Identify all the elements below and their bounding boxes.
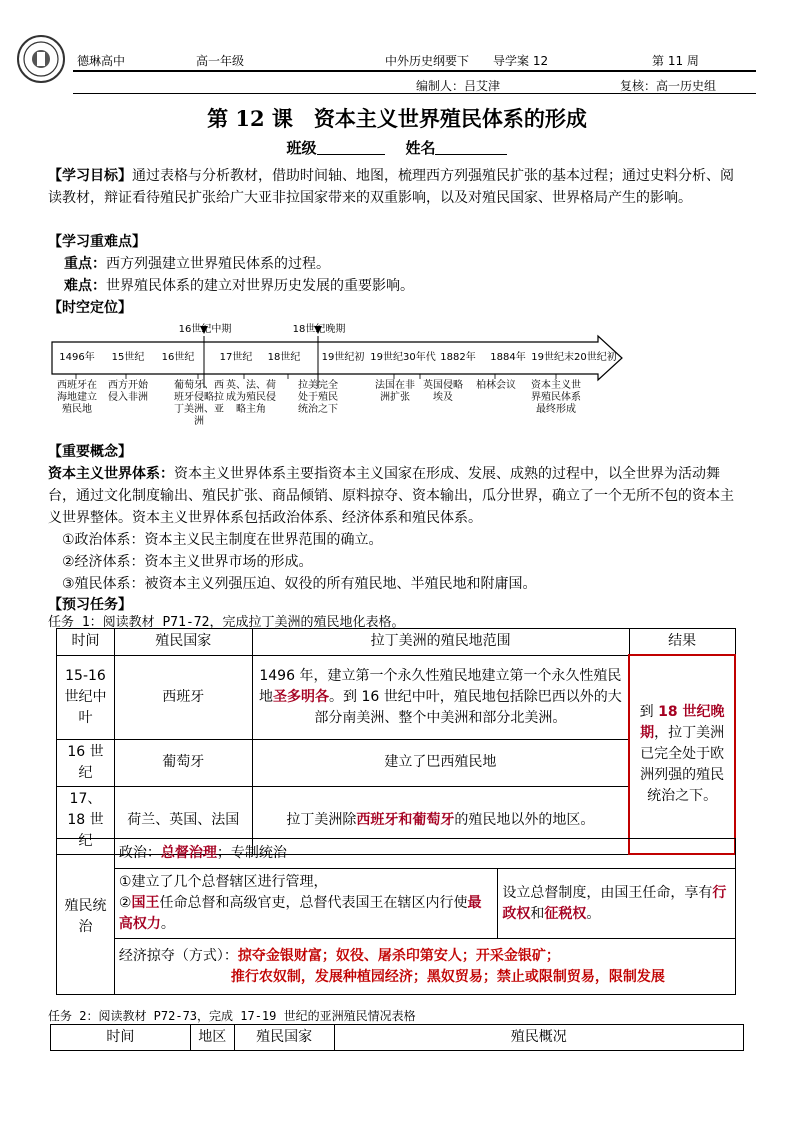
hard-point [64,275,760,297]
concept-item: ③殖民体系：被资本主义列强压迫、奴役的所有殖民地、半殖民地和附庸国。 [62,576,537,592]
timeline-event: 英国侵略埃及 [423,380,463,403]
timeline-event: 英、法、荷成为殖民侵略主角 [226,380,276,415]
admin-right-highlight: 征税权 [544,905,587,922]
scope-cell [252,655,629,739]
asia-table [50,1024,744,1051]
timeline-tick-label: 19世纪末20世纪初 [531,352,617,363]
timeline-tick-label: 1882年 [440,352,476,363]
table-row [57,655,736,739]
timeline [0,318,794,433]
scope-text: 。到 16 世纪中叶，殖民地包括除巴西以外的大部分南美洲、整个中美洲和部分北美洲。 [314,688,622,726]
time-cell: 16 世纪 [57,739,115,786]
scope-text: 1496 年，建立第一个永久性殖民地建立第一个永久性殖民地 [259,667,622,705]
timeline-event: 葡萄牙、西 班牙侵略拉丁美洲、亚洲 [174,380,224,427]
timeline-tick-label: 17世纪 [219,352,253,363]
admin-right-text: 和 [530,905,545,922]
school-name: 德琳高中 [77,54,126,68]
concept-definition [48,463,744,529]
timeline-tick-label: 1884年 [490,352,526,363]
country-cell: 荷兰、英国、法国 [114,786,252,854]
admin-highlight: 国王 [131,895,160,911]
admin-text: ①建立了几个总督辖区进行管理， [118,874,328,890]
scope-highlight: 西班牙和葡萄牙 [356,811,455,828]
table-row [57,869,736,939]
column-header: 殖民概况 [334,1025,743,1051]
timeline-tick-label: 1496年 [59,352,95,363]
timeline-event: 西班牙在海地建立殖民地 [57,380,97,415]
header-rule-top [73,70,756,72]
timeline-arrow [0,318,794,433]
scope-text: 的殖民地以外的地区。 [454,811,595,828]
timeline-tick-label: 18世纪 [267,352,301,363]
goals-text: 通过表格与分析教材，借助时间轴、地图，梳理西方列强殖民扩张的基本过程；通过史料分析、阅读教材，辩证看待殖民扩张给广大亚非拉国家带来的双重影响，以及对殖民国家、世界格局产生的影响。 [48,168,734,206]
week: 第 11 周 [652,54,699,68]
timeline-event: 西方开始侵入非洲 [108,380,148,403]
country-cell: 葡萄牙 [114,739,252,786]
column-header: 地区 [190,1025,234,1051]
result-highlight: 18 世纪晚期 [640,704,725,741]
table-header-row [57,629,736,656]
timeline-label: 【时空定位】 [48,300,132,316]
header-rule-bottom [73,93,756,94]
column-header: 拉丁美洲的殖民地范围 [252,629,629,656]
column-header: 殖民国家 [114,629,252,656]
goals-label: 【学习目标】 [48,168,132,184]
concept-item: ②经济体系：资本主义世界市场的形成。 [62,554,313,570]
timeline-above-label: 16世纪中期 [178,324,232,335]
table-header-row [51,1025,744,1051]
economy-label: 经济掠夺（方式）： [118,947,238,964]
politics-cell [114,839,735,869]
politics-highlight: 总督治理 [160,845,217,861]
hard-text: 世界殖民体系的建立对世界历史发展的重要影响。 [106,278,414,294]
timeline-event: 法国在非洲扩张 [375,380,415,403]
reviewer: 复核：高一历史组 [620,79,717,93]
task2-title: 任务 2：阅读教材 P72-73，完成 17-19 世纪的亚洲殖民情况表格 [48,1009,416,1023]
economy-highlight: 掠夺金银财富；奴役、屠杀印第安人；开采金银矿； [237,947,560,964]
timeline-tick-label: 19世纪初 [321,352,365,363]
rule-label-cell: 殖民统治 [57,839,115,995]
column-header: 殖民国家 [234,1025,334,1051]
timeline-above-label: 18世纪晚期 [292,324,346,335]
table-row [57,839,736,869]
concept-term: 资本主义世界体系： [48,466,174,482]
economy-cell [114,939,735,995]
timeline-tick-label: 15世纪 [111,352,145,363]
country-cell: 西班牙 [114,655,252,739]
timeline-tick-label: 16世纪 [161,352,195,363]
timeline-event: 拉美完全处于殖民统治之下 [298,380,338,415]
timeline-event: 资本主义世界殖民体系最终形成 [531,380,581,415]
timeline-event: 柏林会议 [476,380,516,391]
grade: 高一年级 [196,54,245,68]
key-text: 西方列强建立世界殖民体系的过程。 [106,256,330,272]
class-label: 班级 [286,139,317,157]
case-number: 导学案 12 [493,54,549,68]
scope-cell: 建立了巴西殖民地 [252,739,629,786]
politics-label: 政治： [118,845,161,861]
editor: 编制人：吕艾津 [416,79,501,93]
difficulty-label: 【学习重难点】 [48,234,146,250]
key-point [64,253,760,275]
politics-text: ；专制统治 [216,845,287,861]
hard-label: 难点： [64,278,106,294]
column-header: 时间 [51,1025,191,1051]
admin-cell: ①建立了几个总督辖区进行管理， ②国王任命总督和高级官吏，总督代表国王在辖区内行使最高权力。 [114,869,497,939]
task1-title: 任务 1：阅读教材 P71-72，完成拉丁美洲的殖民地化表格。 [48,615,405,630]
admin-right-text: 设立总督制度，由国王任命，享有 [502,884,713,901]
page-title: 第 12 课 资本主义世界殖民体系的形成 [207,106,587,131]
class-blank[interactable] [317,140,385,155]
preview-label: 【预习任务】 [48,597,132,613]
name-label: 姓名 [405,139,436,157]
timeline-tick-label: 19世纪30年代 [370,352,436,363]
result-text: ，拉丁美洲已完全处于欧洲列强的殖民统治之下。 [640,725,725,804]
learning-goals [48,165,744,209]
concept-text: 资本主义世界体系主要指资本主义国家在形成、发展、成熟的过程中，以全世界为活动舞台，通过文化制度输出、殖民扩张、商品倾销、原料掠夺、资本输出，瓜分世界，确立了一个无所不包的资本主义世界整体。资本主义世界体系包括政治体系、经济体系和殖民体系。 [48,466,734,526]
time-cell: 15-16世纪中叶 [57,655,115,739]
admin-highlight: 最高权力 [118,895,482,932]
concept-label: 【重要概念】 [48,444,132,460]
result-cell [629,655,735,854]
admin-right-highlight: 行政权 [502,884,727,922]
economy-highlight: 推行农奴制，发展种植园经济；黑奴贸易；禁止或限制贸易，限制发展 [230,968,665,985]
admin-text: 任命总督和高级官吏，总督代表国王在辖区内行使 [159,895,468,911]
time-cell: 17、18 世纪 [57,786,115,854]
latin-america-table [56,628,736,855]
result-text: 到 [639,704,659,720]
key-label: 重点： [64,256,106,272]
course-name: 中外历史纲要下 [385,54,470,68]
concept-item: ①政治体系：资本主义民主制度在世界范围的确立。 [62,532,383,548]
column-header: 结果 [629,629,735,656]
table-row [57,939,736,995]
admin-text: ② [118,895,132,911]
admin-right-cell: 设立总督制度，由国王任命，享有行政权和征税权。 [498,869,736,939]
scope-highlight: 圣多明各 [273,688,330,705]
school-seal-logo [16,34,66,84]
column-header: 时间 [57,629,115,656]
class-name-line [0,137,794,158]
scope-text: 拉丁美洲除 [286,811,357,828]
colonial-rule-table [56,838,736,995]
name-blank[interactable] [435,140,507,155]
